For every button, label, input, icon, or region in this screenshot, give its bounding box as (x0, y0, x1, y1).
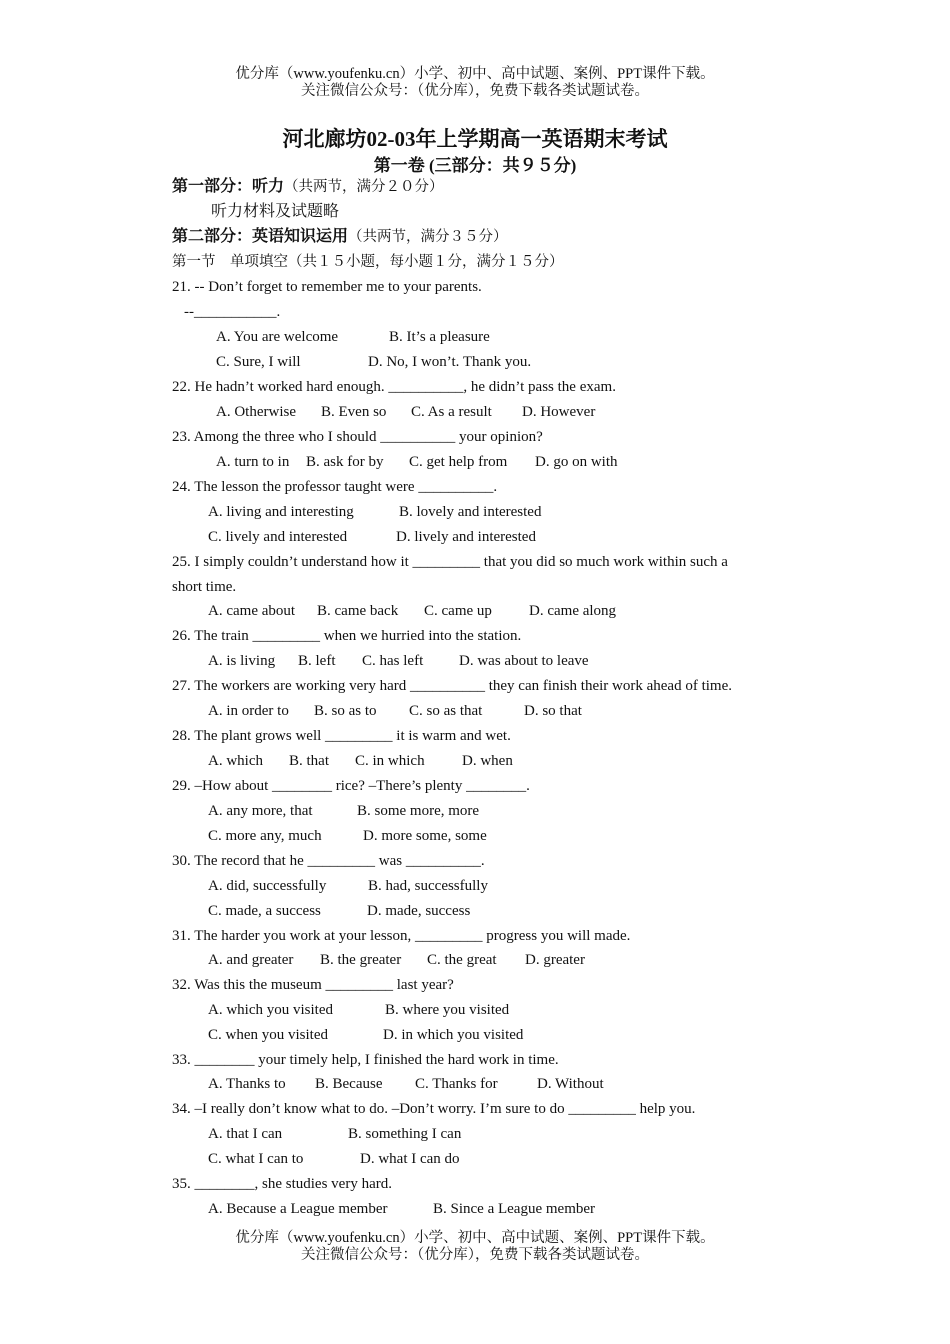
page-footer (0, 1230, 950, 1264)
question-stem: 28. The plant grows well _________ it is warm and wet. (172, 728, 511, 744)
question-stem: 32. Was this the museum _________ last year? (172, 977, 454, 993)
part2-note: （共两节，满分３５分） (348, 229, 508, 245)
option-d: D. made, success (367, 903, 471, 919)
footer-line-1: 优分库（www.youfenku.cn）小学、初中、高中试题、案例、PPT课件下载。 (235, 1230, 715, 1246)
question-stem: 25. I simply couldn’t understand how it _________ that you did so much work within such a (172, 554, 728, 570)
option-c: C. has left (362, 653, 424, 669)
question-stem: 34. –I really don’t know what to do. –Don’t worry. I’m sure to do _________ help you. (172, 1101, 696, 1117)
option-c: C. in which (355, 753, 425, 769)
option-a: A. turn to in (216, 454, 290, 470)
option-b: B. Because (315, 1076, 383, 1092)
question-stem: 24. The lesson the professor taught were __________. (172, 479, 498, 495)
option-a: A. that I can (208, 1126, 283, 1142)
option-b: B. ask for by (306, 454, 384, 470)
option-b: B. It’s a pleasure (389, 329, 490, 345)
option-c: C. what I can to (208, 1151, 304, 1167)
option-c: C. more any, much (208, 828, 322, 844)
option-b: B. Even so (321, 404, 387, 420)
option-a: A. Otherwise (216, 404, 296, 420)
option-a: A. did, successfully (208, 878, 327, 894)
option-b: B. the greater (320, 952, 402, 968)
part1-note: （共两节，满分２０分） (284, 179, 444, 195)
option-a: A. any more, that (208, 803, 313, 819)
option-b: B. something I can (348, 1126, 462, 1142)
question-stem: 30. The record that he _________ was __________. (172, 853, 485, 869)
question-stem: 26. The train _________ when we hurried into the station. (172, 628, 522, 644)
option-b: B. so as to (314, 703, 377, 719)
question-stem-continued: --___________. (184, 304, 281, 320)
option-d: D. more some, some (363, 828, 487, 844)
option-a: A. Thanks to (208, 1076, 286, 1092)
option-a: A. is living (208, 653, 276, 669)
option-a: A. which you visited (208, 1002, 333, 1018)
option-d: D. came along (529, 603, 617, 619)
option-b: B. lovely and interested (399, 504, 542, 520)
option-d: D. when (462, 753, 513, 769)
part1-heading-line (172, 177, 444, 197)
option-d: D. in which you visited (383, 1027, 524, 1043)
section-heading: 第一节 单项填空（共１５小题，每小题１分，满分１５分） (172, 254, 564, 270)
question-stem: 35. ________, she studies very hard. (172, 1176, 392, 1192)
part1-heading: 第一部分：听力 (172, 178, 285, 195)
option-d: D. go on with (535, 454, 618, 470)
option-a: A. in order to (208, 703, 289, 719)
option-b: B. that (289, 753, 329, 769)
part2-heading: 第二部分：英语知识运用 (172, 228, 349, 245)
option-b: B. came back (317, 603, 399, 619)
header-line-1: 优分库（www.youfenku.cn）小学、初中、高中试题、案例、PPT课件下载。 (235, 66, 715, 82)
option-d: D. However (522, 404, 596, 420)
question-stem-continued: short time. (172, 579, 237, 595)
option-c: C. lively and interested (208, 529, 348, 545)
option-a: A. You are welcome (216, 329, 339, 345)
option-c: C. get help from (409, 454, 508, 470)
option-c: C. the great (427, 952, 497, 968)
option-d: D. so that (524, 703, 582, 719)
question-stem: 33. ________ your timely help, I finished the hard work in time. (172, 1052, 559, 1068)
option-a: A. living and interesting (208, 504, 354, 520)
option-a: A. Because a League member (208, 1201, 388, 1217)
footer-line-2: 关注微信公众号：（优分库），免费下载各类试题试卷。 (301, 1247, 649, 1263)
question-stem: 21. -- Don’t forget to remember me to your parents. (172, 279, 482, 295)
option-c: C. Thanks for (415, 1076, 498, 1092)
option-c: C. As a result (411, 404, 492, 420)
option-d: D. what I can do (360, 1151, 460, 1167)
option-b: B. some more, more (357, 803, 480, 819)
question-stem: 27. The workers are working very hard __________ they can finish their work ahead of time. (172, 678, 732, 694)
page-header (0, 66, 950, 100)
option-a: A. and greater (208, 952, 294, 968)
option-c: C. Sure, I will (216, 354, 301, 370)
option-d: D. greater (525, 952, 585, 968)
option-c: C. came up (424, 603, 492, 619)
option-d: D. was about to leave (459, 653, 589, 669)
part2-heading-line (172, 227, 508, 247)
option-a: A. which (208, 753, 263, 769)
question-stem: 31. The harder you work at your lesson, _________ progress you will made. (172, 928, 631, 944)
option-b: B. where you visited (385, 1002, 510, 1018)
part1-body: 听力材料及试题略 (211, 203, 340, 220)
option-d: D. No, I won’t. Thank you. (368, 354, 532, 370)
header-line-2: 关注微信公众号：（优分库），免费下载各类试题试卷。 (301, 83, 649, 99)
option-d: D. lively and interested (396, 529, 536, 545)
question-stem: 22. He hadn’t worked hard enough. __________, he didn’t pass the exam. (172, 379, 616, 395)
option-b: B. left (298, 653, 336, 669)
option-b: B. had, successfully (368, 878, 488, 894)
exam-title: 河北廊坊02-03年上学期高一英语期末考试 (282, 127, 668, 151)
question-stem: 23. Among the three who I should __________ your opinion? (172, 429, 543, 445)
option-b: B. Since a League member (433, 1201, 596, 1217)
option-c: C. when you visited (208, 1027, 328, 1043)
option-a: A. came about (208, 603, 296, 619)
exam-subtitle: 第一卷 (三部分：共９５分) (373, 156, 577, 175)
option-c: C. so as that (409, 703, 483, 719)
option-c: C. made, a success (208, 903, 321, 919)
question-stem: 29. –How about ________ rice? –There’s plenty ________. (172, 778, 530, 794)
option-d: D. Without (537, 1076, 604, 1092)
